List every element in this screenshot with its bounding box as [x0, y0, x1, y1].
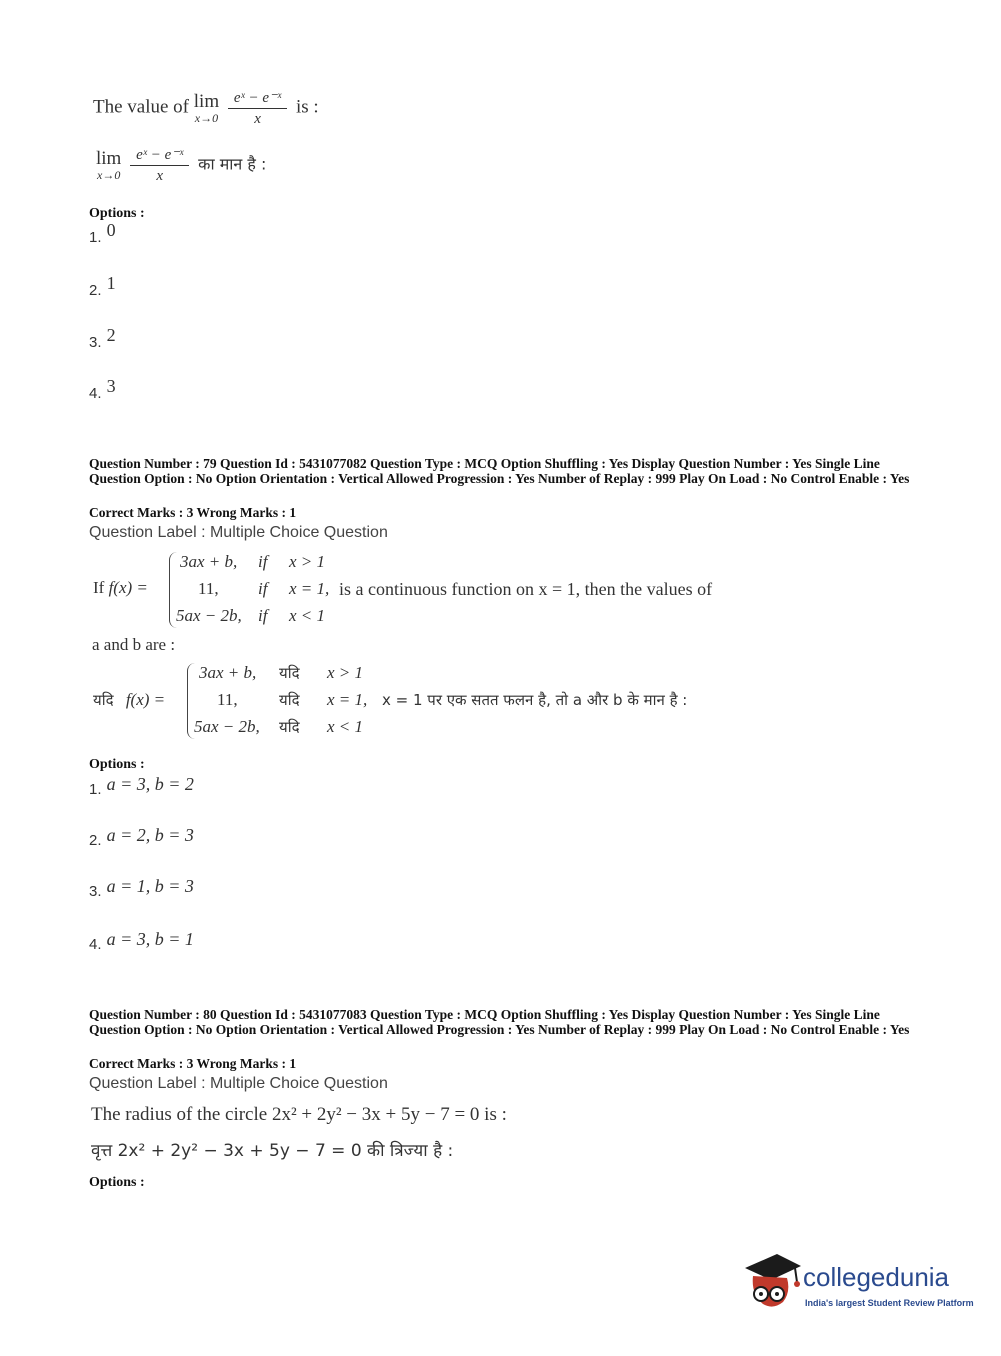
option-number: 2. — [89, 282, 102, 299]
piece-expr: 11, — [217, 690, 238, 709]
piece-cond: if — [258, 606, 268, 625]
fraction-numerator: eˣ − e⁻ˣ — [228, 88, 287, 109]
question-label: Question Label : Multiple Choice Question — [89, 1075, 388, 1092]
graduate-cap-face-icon — [743, 1250, 803, 1314]
question-marks: Correct Marks : 3 Wrong Marks : 1 — [89, 505, 297, 520]
limit-operator — [96, 148, 121, 183]
options-heading: Options : — [89, 757, 145, 772]
piece-cond: if — [258, 579, 268, 598]
q79-if — [93, 578, 148, 598]
option-2[interactable] — [89, 273, 116, 300]
q78-prefix: The value of — [93, 96, 190, 118]
option-4[interactable] — [89, 929, 194, 954]
piece-expr: 5ax − 2b, — [176, 606, 242, 625]
q78-suffix-hi: का मान है : — [198, 154, 267, 174]
piece-cond: यदि — [279, 664, 300, 682]
option-number: 3. — [89, 334, 102, 351]
question-label: Question Label : Multiple Choice Question — [89, 524, 388, 541]
piece-cond: यदि — [279, 691, 300, 709]
q79-question-line2: a and b are : — [92, 635, 176, 654]
q80-question-en: The radius of the circle 2x² + 2y² − 3x + 5y − 7 = 0 is : — [91, 1104, 507, 1125]
option-3[interactable] — [89, 876, 194, 901]
option-4[interactable] — [89, 376, 116, 403]
lim-sub: x→0 — [97, 167, 121, 182]
options-heading: Options : — [89, 1175, 145, 1190]
piece-rel: x < 1 — [289, 606, 326, 625]
option-value: 3 — [106, 376, 116, 396]
piece-expr: 3ax + b, — [180, 552, 238, 571]
function-name: f(x) = — [108, 578, 148, 597]
piece-expr: 5ax − 2b, — [194, 717, 260, 736]
option-number: 2. — [89, 832, 102, 849]
fraction — [130, 145, 189, 185]
piece-cond: if — [258, 552, 268, 571]
option-number: 4. — [89, 385, 102, 402]
q79-hi-tail: x = 1 पर एक सतत फलन है, तो a और b के मान है : — [382, 691, 688, 709]
option-number: 4. — [89, 936, 102, 953]
piece-cond: यदि — [279, 718, 300, 736]
logo-tagline: India's largest Student Review Platform — [805, 1298, 974, 1308]
q78-question-en — [93, 88, 319, 128]
logo-wordmark: collegedunia — [803, 1262, 950, 1292]
question-meta: Question Number : 79 Question Id : 5431077082 Question Type : MCQ Option Shuffling : Yes Display Question Number : Yes Single Line Question Option : No Option Orientation : Vertical Allowed Progression : Yes Number of Replay : 999 Play On Load : No Control Enable : Yes — [89, 456, 910, 486]
piece-expr: 3ax + b, — [199, 663, 257, 682]
lim-sub: x→0 — [194, 110, 219, 125]
option-number: 1. — [89, 781, 102, 798]
option-value: 2 — [106, 325, 116, 345]
q79-hi-if — [93, 690, 165, 710]
collegedunia-logo[interactable] — [743, 1250, 973, 1320]
option-value: a = 3, b = 2 — [106, 774, 194, 794]
if-text: यदि — [93, 691, 114, 709]
option-value: a = 2, b = 3 — [106, 825, 194, 845]
lim-text: lim — [193, 90, 220, 112]
fraction-numerator: eˣ − e⁻ˣ — [130, 145, 189, 166]
q78-suffix-en: is : — [295, 96, 319, 118]
option-value: a = 3, b = 1 — [106, 929, 194, 949]
option-2[interactable] — [89, 825, 194, 850]
piece-rel: x > 1 — [289, 552, 326, 571]
question-marks: Correct Marks : 3 Wrong Marks : 1 — [89, 1056, 297, 1071]
question-meta: Question Number : 80 Question Id : 5431077083 Question Type : MCQ Option Shuffling : Yes Display Question Number : Yes Single Line Question Option : No Option Orientation : Vertical Allowed Progression : Yes Number of Replay : 999 Play On Load : No Control Enable : Yes — [89, 1007, 910, 1037]
piece-rel: x < 1 — [327, 717, 364, 736]
q80-question-hi: वृत्त 2x² + 2y² − 3x + 5y − 7 = 0 की त्रिज्या है : — [91, 1141, 454, 1161]
fraction-denominator: x — [156, 168, 164, 184]
option-value: a = 1, b = 3 — [106, 876, 194, 896]
if-text: If — [93, 578, 105, 597]
option-number: 3. — [89, 883, 102, 900]
limit-operator — [194, 91, 219, 126]
option-1[interactable] — [89, 220, 116, 247]
option-value: 1 — [106, 273, 116, 293]
option-number: 1. — [89, 229, 102, 246]
fraction — [228, 88, 287, 128]
piece-rel: x = 1, — [327, 690, 368, 709]
q78-question-hi — [96, 145, 266, 185]
options-heading: Options : — [89, 206, 145, 221]
function-name: f(x) = — [125, 690, 166, 709]
fraction-denominator: x — [254, 111, 261, 127]
option-value: 0 — [106, 220, 116, 240]
piece-expr: 11, — [198, 579, 219, 598]
lim-text: lim — [96, 147, 122, 169]
option-3[interactable] — [89, 325, 116, 352]
q79-question-tail: is a continuous function on x = 1, then the values of — [339, 579, 713, 599]
option-1[interactable] — [89, 774, 194, 799]
piece-rel: x > 1 — [327, 663, 364, 682]
piece-rel: x = 1, — [289, 579, 330, 598]
